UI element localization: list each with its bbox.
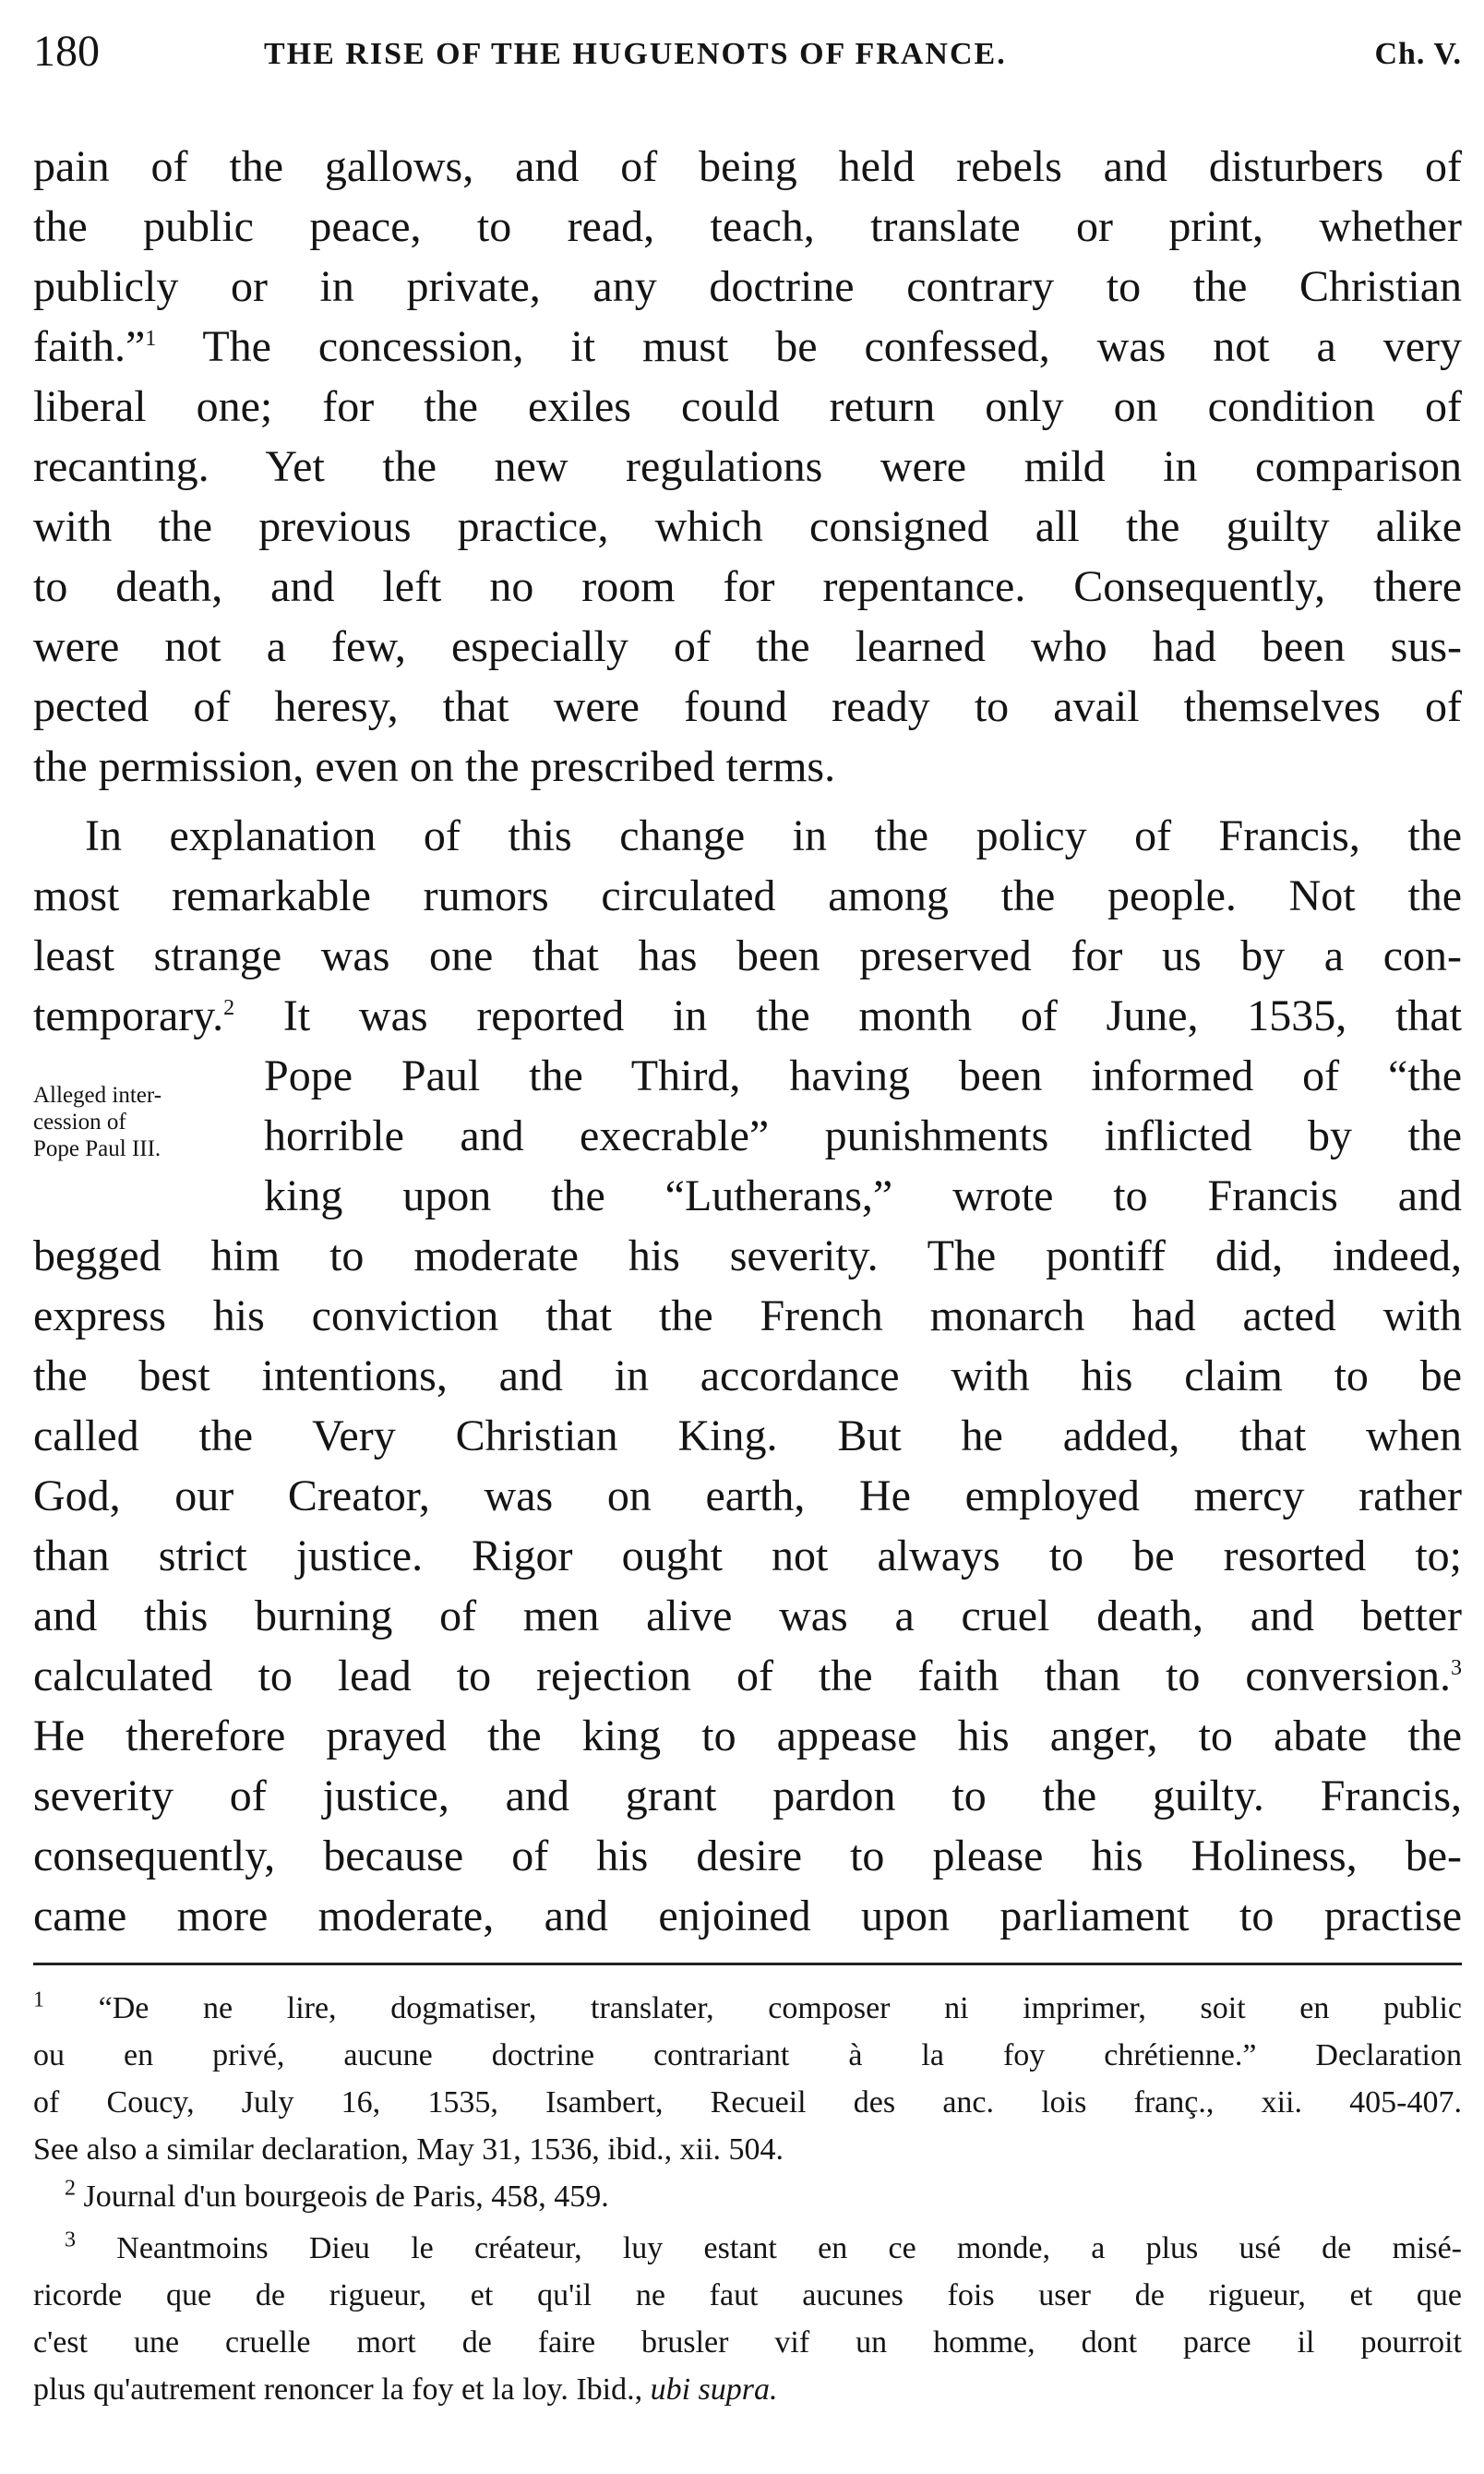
text-line: liberal one; for the exiles could return only on condition of: [33, 382, 1462, 431]
text-line: least strange was one that has been preserved for us by a con-: [33, 931, 1462, 980]
text-line: most remarkable rumors circulated among the people. Not the: [33, 871, 1462, 920]
text-line: were not a few, especially of the learned who had been sus-: [33, 622, 1462, 671]
page-number: 180: [33, 27, 100, 76]
text-line: temporary.$^2$ It was reported in the month of June, 1535, that: [33, 991, 1462, 1040]
text-line: pain of the gallows, and of being held rebels and disturbers of: [33, 142, 1462, 191]
text-line: begged him to moderate his severity. The pontiff did, indeed,: [33, 1231, 1462, 1280]
chapter-label: Ch. V.: [1374, 37, 1462, 71]
text-line: recanting. Yet the new regulations were mild in comparison: [33, 442, 1462, 491]
text-line: called the Very Christian King. But he added, that when: [33, 1411, 1462, 1460]
text-line: He therefore prayed the king to appease his anger, to abate the: [33, 1711, 1462, 1760]
text-line: God, our Creator, was on earth, He employed mercy rather: [33, 1471, 1462, 1520]
text-line: pected of heresy, that were found ready to avail themselves of: [33, 682, 1462, 731]
text-line: and this burning of men alive was a cruel death, and better: [33, 1591, 1462, 1640]
text-line: calculated to lead to rejection of the faith than to conversion.$^3$: [33, 1651, 1462, 1700]
text-line: the best intentions, and in accordance with his claim to be: [33, 1351, 1462, 1400]
text-line: with the previous practice, which consigned all the guilty alike: [33, 502, 1462, 551]
paragraph: [33, 806, 1462, 1946]
running-title: THE RISE OF THE HUGUENOTS OF FRANCE.: [264, 37, 1007, 71]
text-line: came more moderate, and enjoined upon parliament to practise: [33, 1892, 1462, 1940]
text-line: express his conviction that the French monarch had acted with: [33, 1291, 1462, 1340]
text-line: the public peace, to read, teach, translate or print, whether: [33, 202, 1462, 251]
text-line: severity of justice, and grant pardon to the guilty. Francis,: [33, 1771, 1462, 1820]
text-line: Pope Paul the Third, having been informed of “the: [264, 1051, 1462, 1100]
marginal-note: Alleged inter- cession of Pope Paul III.: [33, 1083, 162, 1161]
running-header: [33, 26, 1462, 81]
footnote-ref: 3: [1451, 1656, 1462, 1680]
text-line: to death, and left no room for repentance. Consequently, there: [33, 562, 1462, 611]
text-line: horrible and execrable” punishments inflicted by the: [264, 1111, 1462, 1160]
text-line: the permission, even on the prescribed terms.: [33, 742, 836, 791]
footnote-ref: 2: [223, 996, 235, 1020]
text-line: faith.”$^1$ The concession, it must be confessed, was not a very: [33, 322, 1462, 371]
text-line: king upon the “Lutherans,” wrote to Francis and: [264, 1171, 1462, 1220]
text-line: consequently, because of his desire to please his Holiness, be-: [33, 1831, 1462, 1880]
paragraph-continued: [33, 137, 1462, 797]
text-line: In explanation of this change in the policy of Francis, the: [85, 811, 1462, 860]
footnote-3: $^3$ Neantmoins Dieu le créateur, luy estant en ce monde, a plus usé de misé- ricorde que de rigueur, et qu'il ne faut aucunes fois user de rigueur, et que c'est une cruelle mort de faire brusler vif un homme, dont parce il pourroit plus qu'autrement renoncer la foy et la loy. Ibid., ubi supra.: [33, 2228, 1462, 2407]
text-line: publicly or in private, any doctrine contrary to the Christian: [33, 262, 1462, 311]
footnote-ref: 1: [145, 327, 157, 351]
text-line: than strict justice. Rigor ought not always to be resorted to;: [33, 1531, 1462, 1580]
footnote-2: $^2$ Journal d'un bourgeois de Paris, 458, 459.: [65, 2176, 609, 2214]
footnote-divider: [33, 1963, 1462, 1965]
footnote-1: $^1$ “De ne lire, dogmatiser, translater, composer ni imprimer, soit en public ou en privé, aucune doctrine contrariant à la foy chrétienne.” Declaration of Coucy, July 16, 1535, Isambert, Recueil des anc. lois franç., xii. 405-407. See also a similar declaration, May 31, 1536, ibid., xii. 504.: [33, 1988, 1462, 2167]
